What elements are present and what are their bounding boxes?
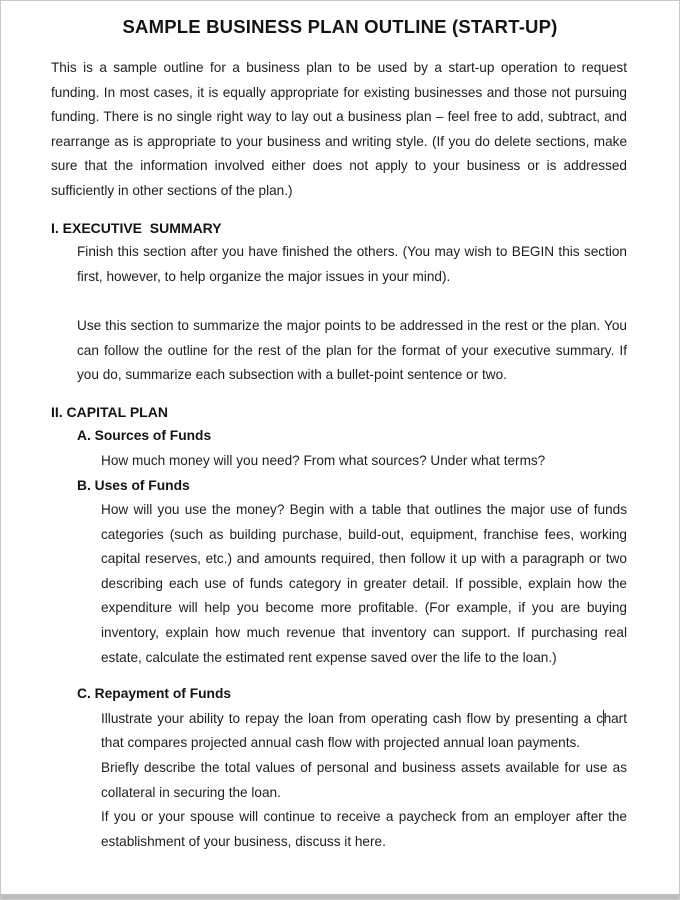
- intro-paragraph[interactable]: This is a sample outline for a business plan to be used by a start-up operation to request funding. In most cases, it is equally appropriate for existing businesses and those not pursuing funding. There is no single right way to lay out a business plan – feel free to add, subtract, and rearrange as is appropriate to your business and writing style. (If you do delete sections, make sure that the information involved either does not apply to your business or is addressed sufficiently in other sections of the plan.): [51, 60, 627, 198]
- executive-summary-paragraph-2[interactable]: Use this section to summarize the major points to be addressed in the rest or the plan. You can follow the outline for the rest of the plan for the format of your executive summary. If you do, summarize each subsection with a bullet-point sentence or two.: [77, 317, 627, 383]
- subsection-heading-repayment-of-funds[interactable]: C. Repayment of Funds: [77, 686, 232, 702]
- uses-of-funds-paragraph[interactable]: How will you use the money? Begin with a table that outlines the major use of funds categories (such as building purchase, build-out, equipment, franchise fees, working capital reserves, etc.) and amounts required, then follow it up with a paragraph or two describing each use of funds category in greater detail. If possible, explain how the expenditure will help you become more profitable. (For example, if you are buying inventory, explain how much revenue that inventory can support. If purchasing real estate, calculate the estimated rent expense saved over the life to the loan.): [101, 502, 627, 665]
- sources-of-funds-paragraph[interactable]: How much money will you need? From what sources? Under what terms?: [101, 452, 546, 468]
- section-heading-capital-plan[interactable]: II. CAPITAL PLAN: [51, 403, 168, 420]
- section-heading-executive-summary[interactable]: I. EXECUTIVE SUMMARY: [51, 219, 222, 236]
- subsection-heading-sources-of-funds[interactable]: A. Sources of Funds: [77, 428, 212, 444]
- repayment-paragraph-1-before-caret: Illustrate your ability to repay the loan from operating cash flow by presenting a c: [101, 710, 604, 726]
- repayment-paragraph-3[interactable]: If you or your spouse will continue to receive a paycheck from an employer after the establishment of your business, discuss it here.: [101, 809, 627, 849]
- repayment-paragraph-1[interactable]: [101, 707, 627, 756]
- document-title: SAMPLE BUSINESS PLAN OUTLINE (START-UP): [122, 16, 558, 37]
- repayment-paragraph-2[interactable]: Briefly describe the total values of personal and business assets available for use as collateral in securing the loan.: [101, 760, 627, 800]
- executive-summary-paragraph-1[interactable]: Finish this section after you have finished the others. (You may wish to BEGIN this section first, however, to help organize the major issues in your mind).: [77, 244, 627, 284]
- page-bottom-edge: [1, 894, 679, 899]
- subsection-heading-uses-of-funds[interactable]: B. Uses of Funds: [77, 477, 190, 493]
- repayment-paragraph-1-after-caret: hart that compares projected annual cash flow with projected annual loan payments.: [101, 710, 627, 751]
